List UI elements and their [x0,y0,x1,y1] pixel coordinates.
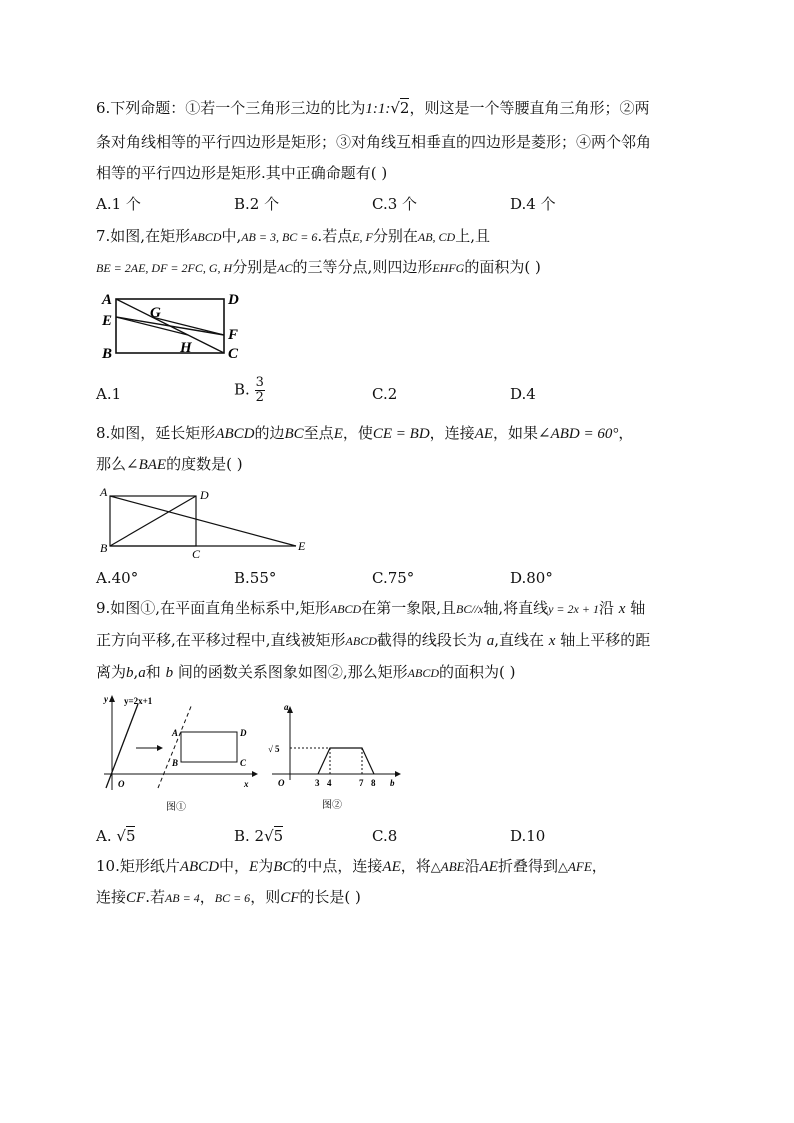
q10-text-d: 的中点，连接 [292,857,383,875]
q6-line2: 条对角线相等的平行四边形是矩形；③对角线互相垂直的四边形是菱形；④两个邻角 [96,133,652,151]
q9-figure-1 [96,692,260,818]
q6-ratio: 1:1: [365,101,391,117]
q8-text-b: 的边 [254,424,285,442]
fig2-caption: 图② [322,800,342,811]
b-axis-arrow-icon [395,771,401,777]
q8-figure [96,484,318,560]
q7-label-h: H [180,340,192,356]
q10-text-2e: 的长是( ) [299,888,361,906]
q9-rect: ABCD [329,602,362,616]
q9-x: x [618,601,626,617]
q8-ae: AE [474,426,494,442]
q8-line-bd [110,496,196,546]
q8-line1 [96,423,633,444]
q8-label-e: E [298,539,306,553]
q10-text: 10.矩形纸片 [96,857,180,875]
q9-option-a [96,826,135,846]
q10-text-2b: .若 [145,888,165,906]
q10-text-c: 为 [258,857,274,875]
sqrt-symbol: √ [264,827,274,845]
q9-text-3e: 的面积为( ) [439,663,516,681]
q9-line3 [96,662,515,683]
q10-text-f: 沿 [464,857,480,875]
q7-label-d: D [228,292,239,308]
q10-text-2d: ，则 [250,888,281,906]
q10-text-2c: ， [199,888,215,906]
q6-line3: 相等的平行四边形是矩形.其中正确命题有( ) [96,164,388,182]
q8-bc: BC [284,426,304,442]
q10-ae: AE [382,859,401,875]
sqrt-symbol: √ [111,827,126,845]
fig1-label-o: O [118,779,125,789]
q8-option-b: B.55° [234,569,277,587]
fig1-label-c: C [240,758,247,768]
q10-cf: CF [126,890,146,906]
q9-text-2a: 正方向平移,在平移过程中,直线被矩形 [96,631,346,649]
shifted-line-dashed [158,704,192,788]
q9-line2 [96,630,650,651]
y-axis-arrow-icon [109,695,115,702]
q7-option-b-fraction [255,376,265,405]
q9-text-3c: 和 [145,663,161,681]
q7-label-e: E [102,313,113,329]
q9-text-d: 沿 [598,599,614,617]
q8-ce: CE = BD [372,426,430,442]
q7-label-b: B [102,346,113,362]
q8-label-a: A [100,485,108,499]
fig2-tick-3: 3 [315,778,320,788]
q8-label-d: D [200,488,209,502]
q6-text: 6.下列命题：①若一个三角形三边的比为 [96,99,366,117]
q9-text-3d: 间的函数关系图象如图②,那么矩形 [177,663,408,681]
fig1-label-b: B [172,758,179,768]
q8-e: E [333,426,343,442]
q8-text: 8.如图，延长矩形 [96,424,216,442]
q10-bcv: BC = 6 [214,891,251,905]
q7-text-c: .若点 [317,227,353,245]
q9-a: a [486,633,495,649]
q8-text-e: ，连接 [429,424,475,442]
q10-line2 [96,887,361,908]
q8-line2 [96,454,243,475]
fig1-label-y: y [104,694,108,704]
q9-text-c: 轴,将直线 [483,599,549,617]
q9-option-a-label: A. [96,827,112,845]
q6-line1 [96,98,649,119]
line-y-2x-1 [106,704,138,788]
q9-rect2: ABCD [345,634,377,648]
q10-afe: △AFE [557,859,592,874]
fig1-label-a: A [172,728,179,738]
q8-option-c: C.75° [372,569,415,587]
right-arrow-icon [157,745,163,751]
q10-ae2: AE [479,859,498,875]
q9-text-3b: , [133,663,139,681]
x-axis-arrow-icon [252,771,258,777]
q8-rect: ABCD [215,426,255,442]
q7-abcd: AB, CD [417,230,456,244]
q10-text-g: 折叠得到 [497,857,558,875]
function-graph [318,748,374,774]
q10-ab: AB = 4 [164,891,200,905]
fig2-label-a: a [284,702,289,712]
q8-text-f: ，如果 [493,424,539,442]
q7-text-2a: 分别是 [232,258,278,276]
q9-option-b-sqrt: 5 [273,827,284,845]
q7-option-b-label: B. [234,380,250,399]
q10-text-2a: 连接 [96,888,127,906]
q8-line-ae [110,496,296,546]
q7-label-c: C [228,346,239,362]
fraction-denominator: 2 [255,390,264,405]
q8-angle: ∠ABD = 60° [538,426,619,442]
q7-math: BE = 2AE, DF = 2FC, G, H [96,261,233,275]
q9-option-c: C.8 [372,827,398,845]
q9-option-b-label: B. 2 [234,827,265,845]
fig2-tick-4: 4 [327,778,332,788]
q7-label-a: A [102,292,113,308]
q8-bae: ∠BAE [126,457,167,473]
rectangle-abcd [181,732,237,762]
q6-sqrt-value: 2 [399,99,410,117]
q10-text-e: ，将 [400,857,431,875]
q7-line2 [96,257,541,278]
q10-line1 [96,856,607,877]
q7-ac: AC [277,261,293,275]
q7-ef: E, F [352,230,373,244]
q7-label-g: G [150,305,161,321]
fig2-tick-7: 7 [359,778,364,788]
q10-abe: △ABE [430,859,465,874]
q10-bc: BC [273,859,293,875]
q9-text: 9.如图①,在平面直角坐标系中,矩形 [96,599,330,617]
q7-rect: ABCD [190,230,222,244]
fig1-label-x: x [244,779,249,789]
q6-option-c: C.3 个 [372,195,418,213]
q9-option-b [234,826,283,846]
q8-text-d: ，使 [342,424,373,442]
q6-text-b: ，则这是一个等腰直角三角形；②两 [409,99,650,117]
q7-option-b [234,376,265,405]
q9-text-3a: 离为 [96,663,127,681]
q10-cf2: CF [280,890,300,906]
q7-text: 7.如图,在矩形 [96,227,191,245]
q7-segment-gf [152,317,224,335]
fig1-label-d: D [240,728,247,738]
fraction-numerator: 3 [255,375,264,390]
q7-option-a: A.1 [96,385,122,403]
fig2-label-b: b [390,778,395,788]
q6-option-d: D.4 个 [510,195,556,213]
q7-text-2b: 的三等分点,则四边形 [292,258,433,276]
q8-text-2b: 的度数是( ) [166,455,243,473]
q9-text-b: 在第一象限,且 [361,599,456,617]
q7-ehfg: EHFG [432,261,465,275]
q10-rect: ABCD [179,859,220,875]
q9-a2: a [138,665,146,681]
q9-text-2d: 轴上平移的距 [560,631,651,649]
q6-option-a: A.1 个 [96,195,141,213]
q7-figure [96,288,256,364]
q7-text-e: 上,且 [455,227,491,245]
q9-line1 [96,598,645,619]
q9-option-a-sqrt: 5 [125,827,136,845]
q7-cond: AB = 3, BC = 6 [241,230,318,244]
fig1-caption: 图① [166,802,186,813]
q9-text-2c: ,直线在 [494,631,544,649]
q9-figure-2 [266,700,404,816]
q7-text-2c: 的面积为( ) [464,258,541,276]
q7-text-d: 分别在 [372,227,418,245]
q10-text-b: 中， [219,857,250,875]
q6-option-b: B.2 个 [234,195,280,213]
q9-text-e: 轴 [630,599,646,617]
q9-b2: b [165,665,174,681]
q8-option-a: A.40° [96,569,139,587]
fig1-line-equation: y=2x+1 [124,696,153,706]
q9-option-d: D.10 [510,827,546,845]
q8-option-d: D.80° [510,569,553,587]
q9-bcx: BC//x [455,602,484,616]
q7-label-f: F [228,327,239,343]
q9-text-2b: 截得的线段长为 [376,631,482,649]
fig2-tick-8: 8 [371,778,376,788]
q7-option-c: C.2 [372,385,398,403]
sqrt-symbol: √ [390,99,400,117]
q7-segment-ef [116,317,224,335]
q8-text-2a: 那么 [96,455,127,473]
fig2-label-sqrt5: 5 [275,744,280,754]
q8-label-c: C [192,547,201,560]
fig2-sqrt-symbol: √ [268,744,273,754]
fig2-label-o: O [278,778,285,788]
q7-line1 [96,226,490,247]
q9-x2: x [548,633,556,649]
q7-text-b: 中, [221,227,242,245]
q9-rect3: ABCD [407,666,439,680]
q10-text-h: ， [591,857,607,875]
q9-eq: y = 2x + 1 [548,602,599,616]
q9-b: b [126,665,134,681]
q8-label-b: B [100,541,108,555]
q8-text-g: ， [618,424,634,442]
q8-text-c: 至点 [303,424,334,442]
q7-option-d: D.4 [510,385,536,403]
q10-e: E [249,859,259,875]
